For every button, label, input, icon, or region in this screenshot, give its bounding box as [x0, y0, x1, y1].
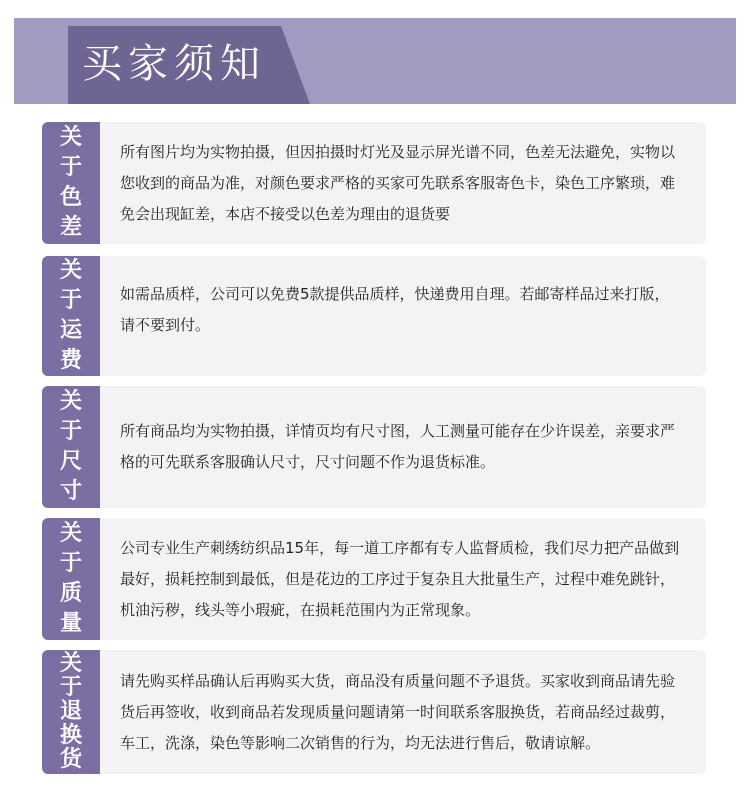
tab-char: 质	[59, 581, 82, 606]
section-text: 公司专业生产刺绣纺织品15年，每一道工序都有专人监督质检，我们尽力把产品做到最好，损耗控制到最低，但是花边的工序过于复杂且大批量生产，过程中难免跳针，机油污秽，线头等小瑕疵，在损耗范围内为正常现象。	[120, 538, 680, 619]
tab-char: 于	[59, 675, 82, 700]
section-text: 请先购买样品确认后再购买大货，商品没有质量问题不予退货。买家收到商品请先验货后再签收，收到商品若发现质量问题请第一时间联系客服换货，若商品经过裁剪，车工，洗涤，染色等影响二次销售的行为，均无法进行售后，敬请谅解。	[120, 671, 676, 752]
tab-char: 色	[59, 185, 82, 210]
tab-char: 退	[59, 699, 82, 724]
section-text: 所有商品均为实物拍摄，详情页均有尺寸图，人工测量可能存在少许误差，亲要求严格的可先联系客服确认尺寸，尺寸问题不作为退货标准。	[120, 422, 676, 471]
tab-char: 量	[59, 611, 82, 636]
tab-char: 于	[59, 288, 82, 313]
tab-char: 关	[59, 651, 82, 676]
section-tab	[42, 256, 100, 376]
section-color-difference	[42, 122, 706, 244]
tab-char: 于	[59, 551, 82, 576]
tab-char: 运	[59, 318, 82, 343]
tab-char: 于	[59, 155, 82, 180]
tab-char: 关	[59, 125, 82, 150]
section-tab	[42, 518, 100, 640]
tab-char: 尺	[59, 449, 82, 474]
page-title: 买家须知	[82, 41, 266, 87]
section-tab	[42, 122, 100, 244]
tab-char: 关	[59, 521, 82, 546]
tab-char: 关	[59, 389, 82, 414]
tab-char: 货	[59, 747, 82, 772]
tab-char: 差	[59, 215, 82, 240]
section-text: 所有图片均为实物拍摄，但因拍摄时灯光及显示屏光谱不同，色差无法避免，实物以您收到的商品为准，对颜色要求严格的买家可先联系客服寄色卡，染色工序繁琐，难免会出现缸差，本店不接受以色差为理由的退货要	[120, 142, 676, 223]
tab-char: 关	[59, 258, 82, 283]
section-shipping	[42, 256, 706, 376]
section-tab	[42, 650, 100, 774]
section-quality	[42, 518, 706, 640]
section-tab	[42, 386, 100, 508]
tab-char: 换	[59, 723, 82, 748]
tab-char: 寸	[59, 479, 82, 504]
section-returns	[42, 650, 706, 774]
section-size	[42, 386, 706, 508]
section-text: 如需品质样，公司可以免费5款提供品质样，快递费用自理。若邮寄样品过来打版，请不要到付。	[120, 285, 670, 334]
tab-char: 于	[59, 419, 82, 444]
tab-char: 费	[59, 348, 82, 373]
